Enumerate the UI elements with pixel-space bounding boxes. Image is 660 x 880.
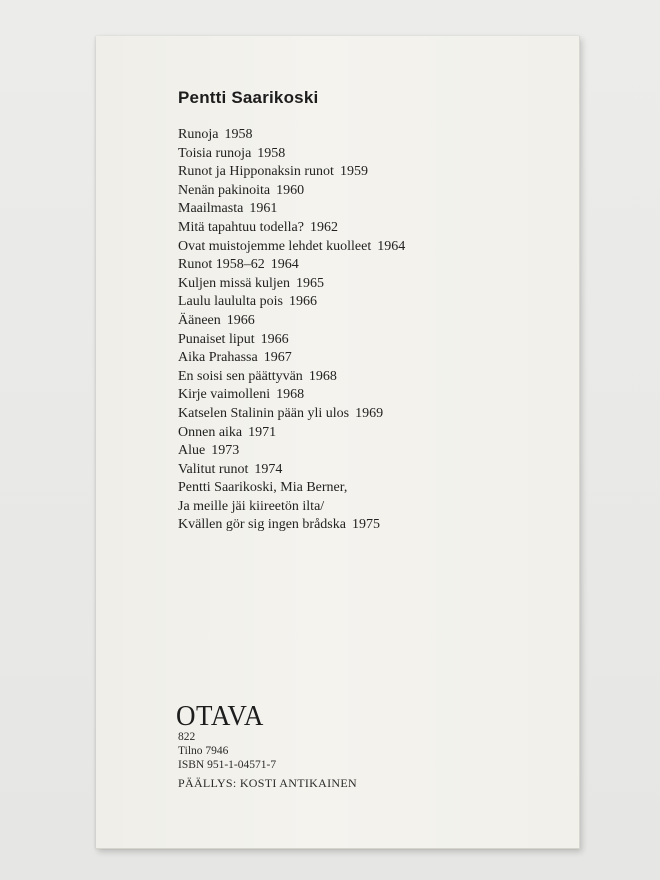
bibliography-item xyxy=(178,182,405,201)
work-year: 1965 xyxy=(296,275,324,291)
tilno-number: Tilno 7946 xyxy=(178,745,229,757)
work-title: Runot 1958–62 xyxy=(178,257,265,273)
publication-number: 822 xyxy=(178,731,196,743)
publisher-logo: OTAVA xyxy=(176,700,264,732)
bibliography-item xyxy=(178,498,405,517)
bibliography-item xyxy=(178,145,405,164)
bibliography-item xyxy=(178,163,405,182)
bibliography-item xyxy=(178,126,405,145)
bibliography-item xyxy=(178,200,405,219)
bibliography-item xyxy=(178,479,405,498)
work-year: 1966 xyxy=(288,294,317,310)
work-title: Kuljen missä kuljen xyxy=(178,275,290,291)
bibliography-item xyxy=(178,238,405,257)
work-year: 1959 xyxy=(339,164,368,180)
bibliography-item xyxy=(178,331,405,350)
bibliography-item xyxy=(178,386,405,405)
work-year: 1971 xyxy=(248,424,277,440)
work-title: Mitä tapahtuu todella? xyxy=(178,219,304,235)
work-year: 1961 xyxy=(249,201,278,217)
bibliography-item xyxy=(178,293,405,312)
work-year: 1962 xyxy=(309,219,338,235)
work-year: 1969 xyxy=(355,405,384,421)
work-year: 1975 xyxy=(351,517,380,533)
work-title: Kirje vaimolleni xyxy=(178,387,271,403)
work-year: 1968 xyxy=(276,387,305,403)
work-title: Valitut runot xyxy=(178,461,249,477)
work-title: Nenän pakinoita xyxy=(178,182,271,198)
work-title: Kvällen gör sig ingen brådska xyxy=(178,517,346,533)
work-year: 1960 xyxy=(276,182,305,198)
bibliography-item xyxy=(178,312,405,331)
work-title: Toisia runoja xyxy=(178,145,252,161)
author-name: Pentti Saarikoski xyxy=(178,88,319,107)
bibliography-item xyxy=(178,368,405,387)
work-title: Punaiset liput xyxy=(178,331,255,347)
work-title: Maailmasta xyxy=(178,201,244,217)
work-year: 1966 xyxy=(260,331,289,347)
bibliography-item xyxy=(178,275,405,294)
work-year: 1974 xyxy=(254,461,283,477)
work-title: Ja meille jäi kiireetön ilta/ xyxy=(178,498,325,514)
book-back-cover xyxy=(96,36,580,849)
bibliography-item xyxy=(178,349,405,368)
bibliography-item xyxy=(178,442,405,461)
work-year: 1973 xyxy=(211,443,240,459)
publication-info xyxy=(178,730,276,772)
work-year: 1964 xyxy=(270,257,299,273)
work-title: Onnen aika xyxy=(178,424,243,440)
work-title: Runot ja Hipponaksin runot xyxy=(178,164,334,180)
work-title: Katselen Stalinin pään yli ulos xyxy=(178,405,350,421)
bibliography-item xyxy=(178,405,405,424)
work-title: Ääneen xyxy=(178,312,221,328)
work-year: 1964 xyxy=(377,238,406,254)
bibliography-item xyxy=(178,219,405,238)
work-year: 1966 xyxy=(226,312,255,328)
work-title: Ovat muistojemme lehdet kuolleet xyxy=(178,238,372,254)
bibliography-item xyxy=(178,256,405,275)
cover-design-credit: PÄÄLLYS: KOSTI ANTIKAINEN xyxy=(178,776,357,790)
bibliography-list xyxy=(178,126,405,535)
work-title: Aika Prahassa xyxy=(178,350,258,366)
work-title: Runoja xyxy=(178,127,219,142)
work-title: Alue xyxy=(178,443,206,459)
work-year: 1958 xyxy=(224,127,253,142)
bibliography-item xyxy=(178,461,405,480)
work-year: 1967 xyxy=(263,350,292,366)
work-title: En soisi sen päättyvän xyxy=(178,368,303,384)
work-title: Laulu laululta pois xyxy=(178,294,283,310)
work-year: 1968 xyxy=(308,368,337,384)
isbn-number: ISBN 951-1-04571-7 xyxy=(178,759,277,771)
work-year: 1958 xyxy=(257,145,286,161)
bibliography-item xyxy=(178,424,405,443)
work-title: Pentti Saarikoski, Mia Berner, xyxy=(178,480,348,496)
bibliography-item xyxy=(178,516,405,535)
